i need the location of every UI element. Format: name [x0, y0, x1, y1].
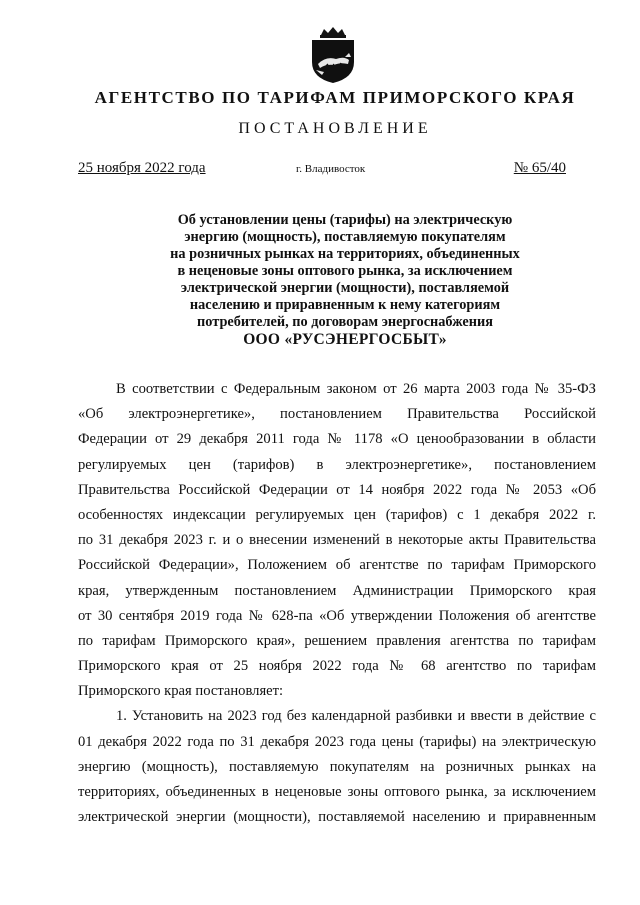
body-line: 01 декабря 2022 года по 31 декабря 2023 года цены (тарифы) на электрическую [78, 733, 596, 750]
body-line: особенностях индексации регулируемых цен (тарифов) с 1 декабря 2022 г. [78, 506, 596, 523]
subject-line: населению и приравненным к нему категориям [189, 297, 501, 313]
body-line: «Об электроэнергетике», постановлением Правительства Российской [78, 406, 596, 423]
subject-line: на розничных рынках на территориях, объединенных [170, 246, 520, 262]
coat-of-arms-icon [304, 26, 362, 84]
body-line: территориях, объединенных в неценовые зоны оптового рынка, за исключением [78, 784, 596, 800]
subject-line: электрической энергии (мощности), поставляемой [180, 280, 510, 296]
subject-line: Об установлении цены (тарифы) на электрическую [177, 212, 513, 228]
subject-line: ООО «РУСЭНЕРГОСБЫТ» [243, 331, 447, 348]
body-line: от 30 сентября 2019 года № 628-па «Об утверждении Положения об агентстве [78, 607, 596, 624]
subject-line: энергию (мощность), поставляемую покупателям [184, 229, 506, 245]
body-line: Правительства Российской Федерации от 14 ноября 2022 года № 2053 «Об [78, 481, 596, 498]
document-subject [125, 212, 565, 348]
body-line: края, утвержденным постановлением Администрации Приморского края [78, 582, 596, 599]
document-number: № 65/40 [513, 160, 566, 176]
body-line: регулируемых цен (тарифов) в электроэнергетике», постановлением [78, 456, 596, 473]
body-line: энергию (мощность), поставляемую покупателям на розничных рынках на [78, 758, 596, 775]
date-line [78, 160, 566, 180]
body-line: Приморского края от 25 ноября 2022 года № 68 агентство по тарифам [78, 658, 596, 675]
body-line: по 31 декабря 2023 г. и о внесении изменений в некоторые акты Правительства [78, 532, 596, 549]
body-line: электрической энергии (мощности), поставляемой населению и приравненным [78, 809, 596, 826]
subject-line: в неценовые зоны оптового рынка, за исключением [177, 263, 513, 279]
document-body [78, 377, 596, 830]
document-date: 25 ноября 2022 года [78, 160, 206, 176]
document-city: г. Владивосток [296, 163, 366, 175]
body-line: по тарифам Приморского края», решением правления агентства по тарифам [78, 632, 596, 649]
body-line: Российской Федерации», Положением об агентстве по тарифам Приморского [78, 557, 596, 574]
body-line: Федерации от 29 декабря 2011 года № 1178 «О ценообразовании в области [78, 431, 596, 448]
body-line: Приморского края постановляет: [78, 683, 284, 700]
body-line: 1. Установить на 2023 год без календарной разбивки и ввести в действие с [116, 708, 596, 725]
document-type: ПОСТАНОВЛЕНИЕ [238, 120, 432, 137]
agency-title: АГЕНТСТВО ПО ТАРИФАМ ПРИМОРСКОГО КРАЯ [94, 88, 576, 107]
subject-line: потребителей, по договорам энергоснабжения [197, 314, 493, 330]
body-line: В соответствии с Федеральным законом от 26 марта 2003 года № 35-ФЗ [116, 381, 596, 397]
